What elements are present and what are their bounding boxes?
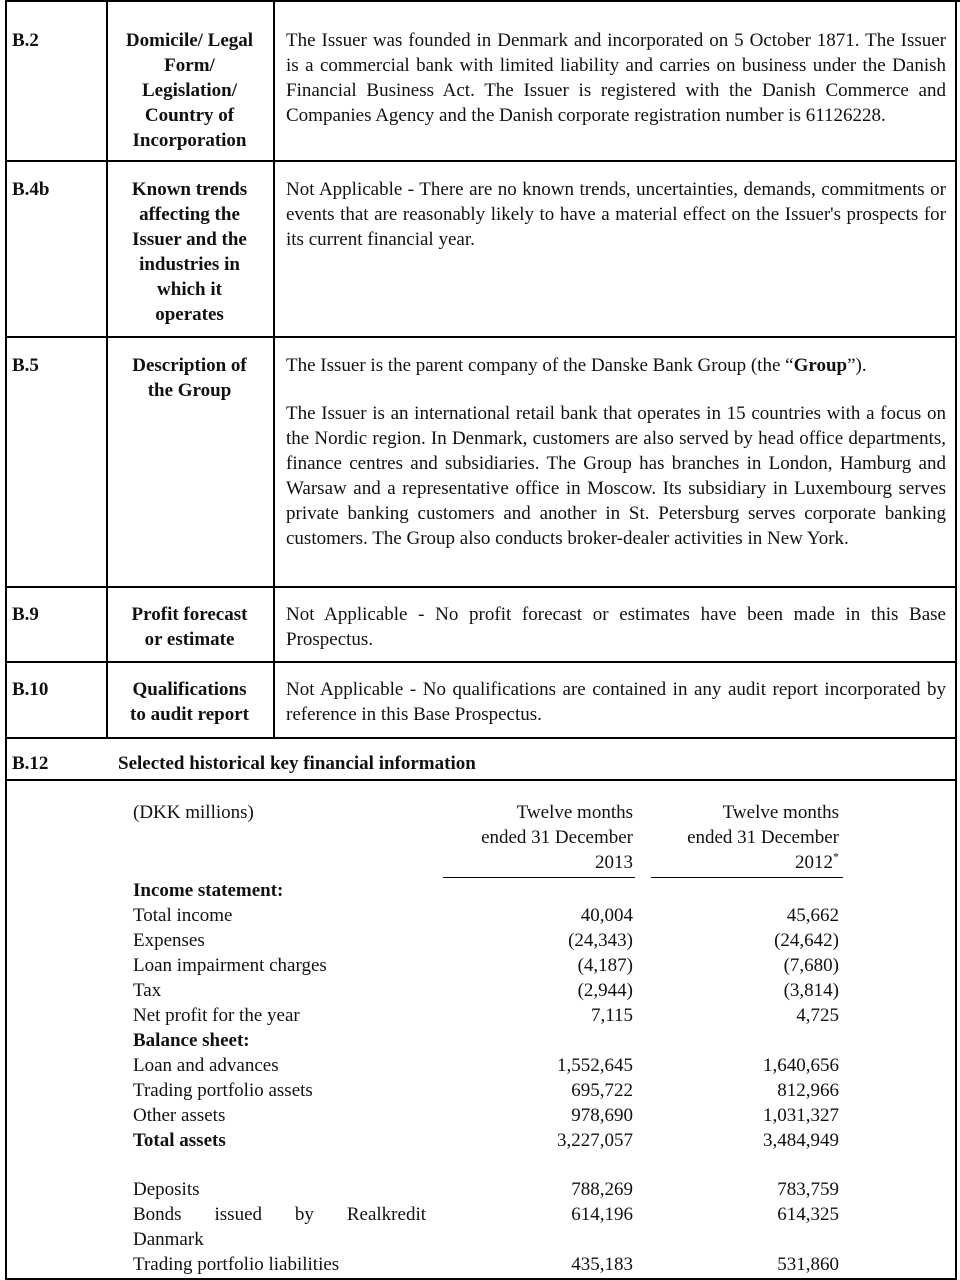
value-2012: (3,814) [783,980,839,1001]
column-header-2012 [639,800,839,875]
table-row [133,1078,843,1103]
column-header-line: ended 31 December [481,827,633,848]
value-2012: 45,662 [786,905,839,926]
heading-line: to audit report [130,704,249,725]
section-heading-row [133,1028,843,1053]
total-row [133,1128,843,1153]
element-code: B.9 [12,604,39,625]
column-divider-2 [273,0,275,738]
row-divider-b4b [5,160,957,162]
table-left-border [5,0,7,1280]
paragraph: Not Applicable - No profit forecast or estimates have been made in this Base Prospectus. [286,604,946,650]
element-heading [108,177,271,327]
value-2013: 3,227,057 [557,1130,633,1151]
table-row [133,953,843,978]
paragraph: The Issuer is an international retail bank that operates in 15 countries with a focus on the Nordic region. In Denmark, customers are also served by head office departments, finance centres and subsidiaries. The Group has branches in London, Hamburg and Warsaw and a representative office in Moscow. Its subsidiary in Luxembourg serves private banking customers and another in St. Petersburg serves corporate banking customers. The Group also conducts broker-dealer activities in New York. [286,403,946,549]
heading-line: Country of [144,105,235,126]
column-header-line: ended 31 December [687,827,839,848]
value-2012: 812,966 [777,1080,839,1101]
section-heading: Balance sheet: [133,1030,250,1051]
element-heading [108,677,271,727]
element-code: B.4b [12,179,50,200]
element-heading [108,28,271,153]
row-divider-b12 [5,737,957,739]
paragraph-text: The Issuer is the parent company of the Danske Bank Group (the “ [286,355,794,376]
paragraph [286,353,946,378]
value-2013: 7,115 [590,1005,633,1026]
section-title: Selected historical key financial information [118,753,476,774]
column-year: 2012 [795,852,833,873]
heading-line: Form/ [164,55,215,76]
value-2012: 1,031,327 [763,1105,839,1126]
row-divider-b5 [5,336,957,338]
value-2012: (24,642) [774,930,839,951]
element-description [286,177,946,252]
table-top-border [5,0,960,2]
section-heading: Income statement: [133,880,284,901]
value-2013: 1,552,645 [557,1055,633,1076]
table-right-border [955,0,957,1280]
value-2012: 531,860 [777,1254,839,1275]
row-label: Trading portfolio assets [133,1080,313,1101]
heading-line: the Group [147,380,232,401]
heading-line: Profit forecast [131,604,248,625]
table-row [133,1202,843,1252]
heading-line: Incorporation [132,130,247,151]
value-2012: (7,680) [783,955,839,976]
heading-line: Legislation/ [141,80,237,101]
element-code: B.12 [12,753,49,774]
element-description [286,28,946,128]
heading-line: Known trends [131,179,248,200]
heading-line: or estimate [144,629,235,650]
footnote-marker: * [833,849,839,864]
heading-line: Qualifications [132,679,247,700]
element-code: B.5 [12,355,39,376]
value-2012: 1,640,656 [763,1055,839,1076]
value-2013: 788,269 [571,1179,633,1200]
table-row [133,1177,843,1202]
table-row [133,1003,843,1028]
row-divider-b10 [5,661,957,663]
row-label: Bonds issued by Realkredit [133,1204,426,1225]
element-code: B.10 [12,679,49,700]
row-label: Loan impairment charges [133,955,327,976]
column-header-line [639,850,839,875]
value-2013: 978,690 [571,1105,633,1126]
unit-label: (DKK millions) [133,802,254,823]
value-2013: 614,196 [571,1204,633,1225]
value-2012: 614,325 [777,1204,839,1225]
element-description [286,602,946,652]
heading-line: Issuer and the [132,229,247,250]
row-label: Expenses [133,930,205,951]
element-code: B.2 [12,30,39,51]
heading-line: which it [157,279,222,300]
element-description [286,353,946,551]
element-description [286,677,946,727]
table-row [133,903,843,928]
row-label: Total assets [133,1130,226,1151]
row-label-continuation: Danmark [133,1229,204,1250]
value-2012: 3,484,949 [763,1130,839,1151]
value-2013: (24,343) [568,930,633,951]
row-label: Other assets [133,1105,226,1126]
value-2012: 4,725 [796,1005,839,1026]
heading-line: industries in [139,254,240,275]
table-row [133,1053,843,1078]
table-row [133,978,843,1003]
value-2013: 695,722 [571,1080,633,1101]
table-row [133,928,843,953]
column-header-line: Twelve months [516,802,633,823]
paragraph-text: ”). [847,355,867,376]
row-label: Deposits [133,1179,200,1200]
table-row [133,1103,843,1128]
row-label: Total income [133,905,233,926]
element-heading [108,353,271,403]
value-2013: 40,004 [580,905,633,926]
heading-line: Description of [132,355,247,376]
row-label: Net profit for the year [133,1005,300,1026]
column-header-2013 [433,800,633,875]
value-2013: 435,183 [571,1254,633,1275]
table-row [133,1252,843,1277]
section-heading-row [133,878,843,903]
column-header-line: Twelve months [722,802,839,823]
heading-line: Domicile/ Legal [125,30,254,51]
paragraph: Not Applicable - There are no known trends, uncertainties, demands, commitments or events that are reasonably likely to have a material effect on the Issuer's prospects for its current financial year. [286,179,946,250]
row-label: Loan and advances [133,1055,279,1076]
paragraph: The Issuer was founded in Denmark and incorporated on 5 October 1871. The Issuer is a commercial bank with limited liability and carries on business under the Danish Financial Business Act. The Issuer is registered with the Danish Commerce and Companies Agency and the Danish corporate registration number is 61126228. [286,30,946,126]
paragraph: Not Applicable - No qualifications are contained in any audit report incorporated by reference in this Base Prospectus. [286,679,946,725]
column-header-line: 2013 [595,852,633,873]
value-2013: (2,944) [577,980,633,1001]
value-2013: (4,187) [577,955,633,976]
heading-line: operates [155,304,224,325]
row-divider-b9 [5,586,957,588]
defined-term: Group [793,355,848,376]
value-2012: 783,759 [777,1179,839,1200]
row-divider-b12-content [5,779,957,781]
row-label: Trading portfolio liabilities [133,1254,340,1275]
row-label: Tax [133,980,162,1001]
element-heading [108,602,271,652]
heading-line: affecting the [139,204,240,225]
